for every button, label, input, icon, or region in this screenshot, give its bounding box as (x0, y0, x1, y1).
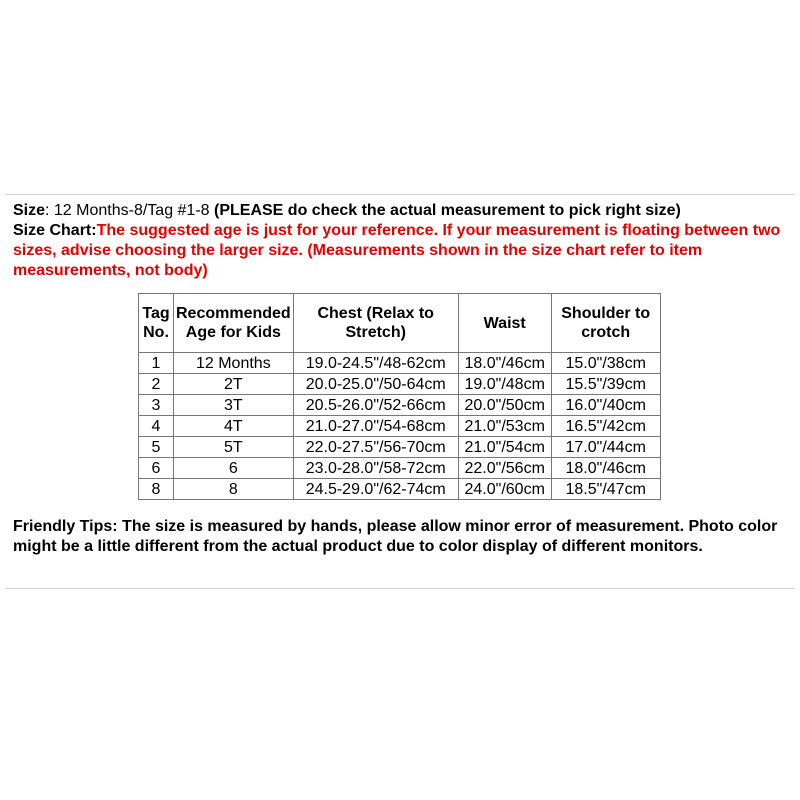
cell-shoulder: 15.0"/38cm (551, 353, 660, 374)
cell-tag: 5 (139, 437, 174, 458)
cell-waist: 22.0"/56cm (458, 458, 551, 479)
cell-shoulder: 15.5"/39cm (551, 374, 660, 395)
cell-tag: 8 (139, 479, 174, 500)
cell-tag: 6 (139, 458, 174, 479)
cell-chest: 24.5-29.0"/62-74cm (293, 479, 458, 500)
cell-waist: 21.0"/53cm (458, 416, 551, 437)
cell-shoulder: 18.0"/46cm (551, 458, 660, 479)
table-row (139, 374, 661, 395)
cell-waist: 24.0"/60cm (458, 479, 551, 500)
header-waist: Waist (458, 294, 551, 353)
cell-shoulder: 16.5"/42cm (551, 416, 660, 437)
table-row (139, 479, 661, 500)
cell-chest: 23.0-28.0"/58-72cm (293, 458, 458, 479)
cell-tag: 4 (139, 416, 174, 437)
cell-chest: 19.0-24.5"/48-62cm (293, 353, 458, 374)
header-recommended-age: Recommended Age for Kids (174, 294, 294, 353)
size-table (138, 293, 661, 500)
header-chest: Chest (Relax to Stretch) (293, 294, 458, 353)
cell-age: 2T (174, 374, 294, 395)
cell-waist: 21.0"/54cm (458, 437, 551, 458)
cell-age: 4T (174, 416, 294, 437)
cell-chest: 22.0-27.5"/56-70cm (293, 437, 458, 458)
cell-tag: 3 (139, 395, 174, 416)
cell-chest: 21.0-27.0"/54-68cm (293, 416, 458, 437)
size-chart-label: Size Chart: (13, 222, 97, 239)
friendly-tips (13, 517, 793, 557)
cell-age: 6 (174, 458, 294, 479)
table-header-row (139, 294, 661, 353)
cell-age: 3T (174, 395, 294, 416)
header-shoulder-to-crotch: Shoulder to crotch (551, 294, 660, 353)
cell-chest: 20.5-26.0"/52-66cm (293, 395, 458, 416)
cell-shoulder: 16.0"/40cm (551, 395, 660, 416)
cell-age: 5T (174, 437, 294, 458)
size-range: 12 Months-8/Tag #1-8 (53, 202, 214, 219)
cell-tag: 2 (139, 374, 174, 395)
size-colon: : (45, 202, 54, 219)
table-row (139, 458, 661, 479)
size-line (13, 201, 793, 221)
table-row (139, 416, 661, 437)
size-label: Size (13, 202, 46, 219)
table-row (139, 395, 661, 416)
size-note: (PLEASE do check the actual measurement to pick right size) (214, 202, 681, 219)
size-info (13, 201, 793, 281)
cell-chest: 20.0-25.0"/50-64cm (293, 374, 458, 395)
cell-waist: 19.0"/48cm (458, 374, 551, 395)
cell-shoulder: 18.5"/47cm (551, 479, 660, 500)
cell-age: 12 Months (174, 353, 294, 374)
cell-tag: 1 (139, 353, 174, 374)
table-row (139, 353, 661, 374)
cell-shoulder: 17.0"/44cm (551, 437, 660, 458)
size-chart-note: The suggested age is just for your reference. If your measurement is floating between two sizes, advise choosing the larger size. (Measurements shown in the size chart refer to item measurements, not body) (13, 222, 781, 279)
cell-waist: 18.0"/46cm (458, 353, 551, 374)
table-row (139, 437, 661, 458)
cell-waist: 20.0"/50cm (458, 395, 551, 416)
tips-text: Friendly Tips: The size is measured by hands, please allow minor error of measurement. Photo color might be a little different from the actual product due to color display of different monitors. (13, 518, 778, 555)
cell-age: 8 (174, 479, 294, 500)
header-tag-no: Tag No. (139, 294, 174, 353)
size-chart-line (13, 221, 793, 281)
